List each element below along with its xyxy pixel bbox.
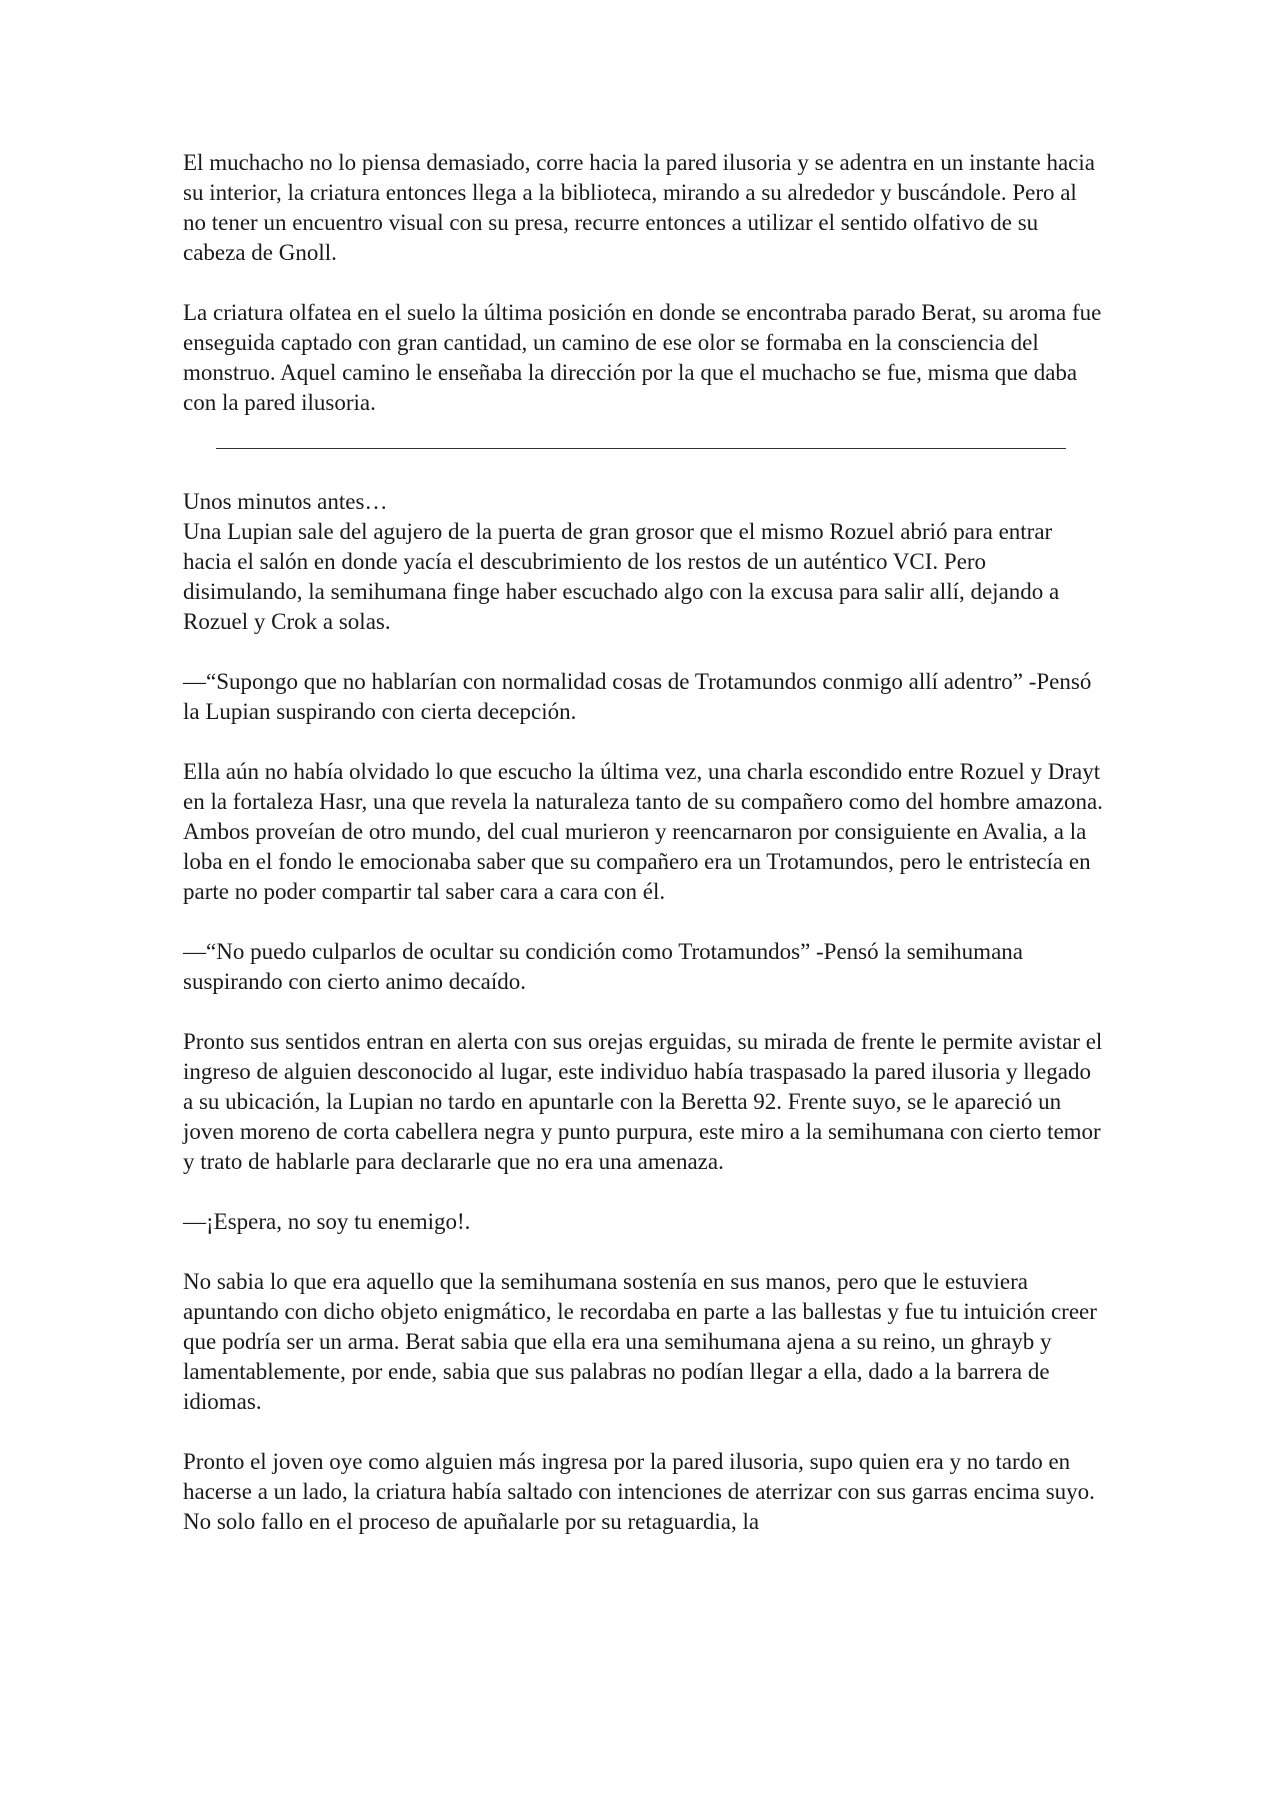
section-separator [216, 448, 1066, 449]
scene-heading: Unos minutos antes… [183, 489, 388, 514]
paragraph: No sabia lo que era aquello que la semihumana sostenía en sus manos, pero que le estuviera apuntando con dicho objeto enigmático, le recordaba en parte a las ballestas y fue tu intuición creer que podría ser un arma. Berat sabia que ella era una semihumana ajena a su reino, un ghrayb y lamentablemente, por ende, sabia que sus palabras no podían llegar a ella, dado a la barrera de idiomas. [183, 1269, 1097, 1414]
paragraph: Una Lupian sale del agujero de la puerta de gran grosor que el mismo Rozuel abrió para entrar hacia el salón en donde yacía el descubrimiento de los restos de un auténtico VCI. Pero disimulando, la semihumana finge haber escuchado algo con la excusa para salir allí, dejando a Rozuel y Crok a solas. [183, 519, 1060, 634]
paragraph: El muchacho no lo piensa demasiado, corre hacia la pared ilusoria y se adentra en un instante hacia su interior, la criatura entonces llega a la biblioteca, mirando a su alrededor y buscándole. Pero al no tener un encuentro visual con su presa, recurre entonces a utilizar el sentido olfativo de su cabeza de Gnoll. [183, 150, 1095, 265]
paragraph: —“Supongo que no hablarían con normalidad cosas de Trotamundos conmigo allí adentro” -Pensó la Lupian suspirando con cierta decepción. [183, 669, 1092, 724]
paragraph: Ella aún no había olvidado lo que escucho la última vez, una charla escondido entre Rozuel y Drayt en la fortaleza Hasr, una que revela la naturaleza tanto de su compañero como del hombre amazona. Ambos proveían de otro mundo, del cual murieron y reencarnaron por consiguiente en Avalia, a la loba en el fondo le emocionaba saber que su compañero era un Trotamundos, pero le entristecía en parte no poder compartir tal saber cara a cara con él. [183, 759, 1103, 904]
document-body [183, 148, 1103, 1567]
paragraph: Pronto el joven oye como alguien más ingresa por la pared ilusoria, supo quien era y no tardo en hacerse a un lado, la criatura había saltado con intenciones de aterrizar con sus garras encima suyo. No solo fallo en el proceso de apuñalarle por su retaguardia, la [183, 1449, 1095, 1534]
paragraph: La criatura olfatea en el suelo la última posición en donde se encontraba parado Berat, su aroma fue enseguida captado con gran cantidad, un camino de ese olor se formaba en la consciencia del monstruo. Aquel camino le enseñaba la dirección por la que el muchacho se fue, misma que daba con la pared ilusoria. [183, 300, 1102, 415]
paragraph: Pronto sus sentidos entran en alerta con sus orejas erguidas, su mirada de frente le permite avistar el ingreso de alguien desconocido al lugar, este individuo había traspasado la pared ilusoria y llegado a su ubicación, la Lupian no tardo en apuntarle con la Beretta 92. Frente suyo, se le apareció un joven moreno de corta cabellera negra y punto purpura, este miro a la semihumana con cierto temor y trato de hablarle para declararle que no era una amenaza. [183, 1029, 1103, 1174]
paragraph: —“No puedo culparlos de ocultar su condición como Trotamundos” -Pensó la semihumana suspirando con cierto animo decaído. [183, 939, 1023, 994]
paragraph: —¡Espera, no soy tu enemigo!. [183, 1209, 471, 1234]
